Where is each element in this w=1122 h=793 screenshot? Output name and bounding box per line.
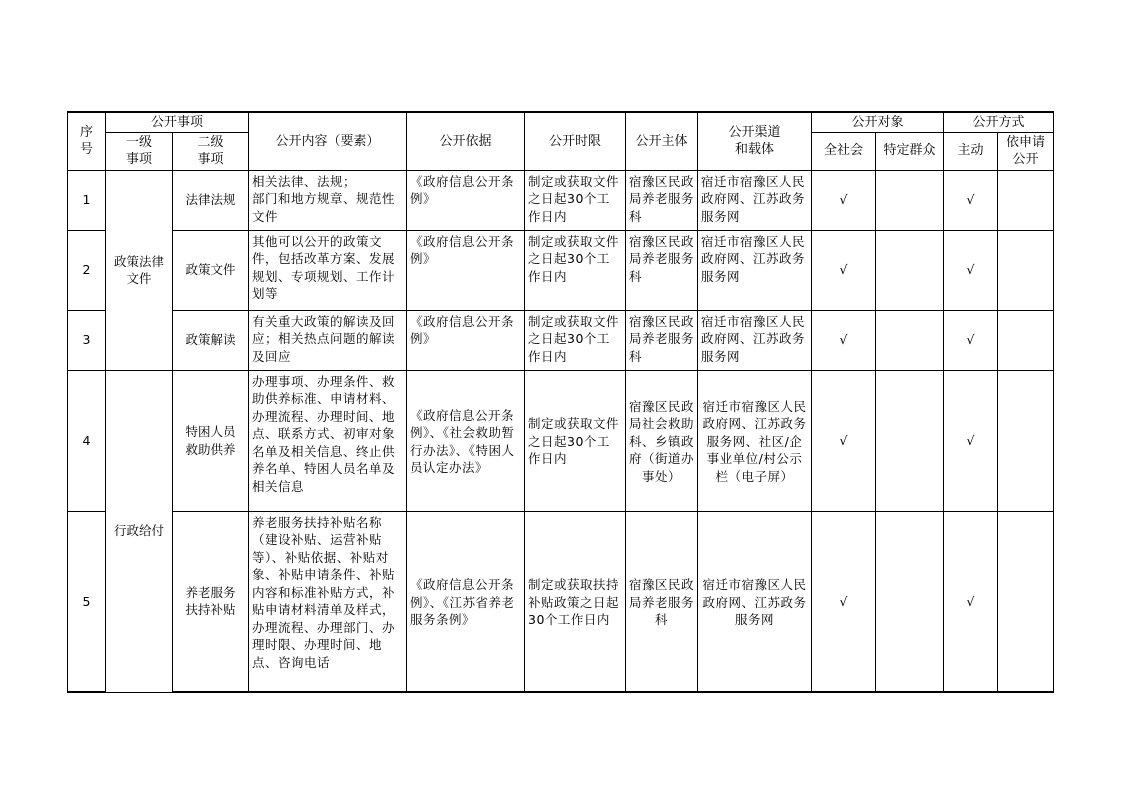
header-level2: 二级 事项 — [173, 132, 249, 170]
level2-cell: 养老服务 扶持补贴 — [173, 511, 249, 692]
level2-cell: 政策文件 — [173, 230, 249, 310]
basis-cell: 《政府信息公开条例》、《社会救助暂行办法》、《特困人员认定办法》 — [407, 370, 525, 511]
header-basis: 公开依据 — [407, 112, 525, 170]
time-limit-cell: 制定或获取文件之日起30个工作日内 — [525, 230, 626, 310]
channel-cell: 宿迁市宿豫区人民政府网、江苏政务服务网 — [698, 310, 812, 370]
channel-cell: 宿迁市宿豫区人民政府网、江苏政务服务网 — [698, 170, 812, 230]
check-mark: √ — [812, 370, 876, 511]
header-channel: 公开渠道 和载体 — [698, 112, 812, 170]
table-row — [68, 230, 1054, 310]
audience-specific-cell — [876, 310, 944, 370]
check-mark: √ — [944, 230, 998, 310]
level2-cell: 特困人员 救助供养 — [173, 370, 249, 511]
table-row — [68, 511, 1054, 692]
audience-specific-cell — [876, 511, 944, 692]
content-cell: 其他可以公开的政策文件，包括改革方案、发展规划、专项规划、工作计划等 — [249, 230, 407, 310]
check-mark: √ — [812, 511, 876, 692]
subject-cell: 宿豫区民政局养老服务科 — [626, 310, 698, 370]
check-mark: √ — [944, 511, 998, 692]
check-mark: √ — [944, 170, 998, 230]
audience-specific-cell — [876, 370, 944, 511]
channel-cell: 宿迁市宿豫区人民政府网、江苏政务服务网、社区/企事业单位/村公示栏（电子屏） — [698, 370, 812, 511]
method-request-cell — [998, 370, 1054, 511]
header-method-active: 主动 — [944, 132, 998, 170]
header-content: 公开内容（要素） — [249, 112, 407, 170]
basis-cell: 《政府信息公开条例》 — [407, 230, 525, 310]
basis-cell: 《政府信息公开条例》 — [407, 170, 525, 230]
subject-cell: 宿豫区民政局社会救助科、乡镇政府（街道办事处） — [626, 370, 698, 511]
subject-cell: 宿豫区民政局养老服务科 — [626, 170, 698, 230]
level1-cell: 行政给付 — [106, 370, 173, 692]
method-request-cell — [998, 170, 1054, 230]
audience-specific-cell — [876, 170, 944, 230]
content-cell: 相关法律、法规； 部门和地方规章、规范性文件 — [249, 170, 407, 230]
check-mark: √ — [812, 170, 876, 230]
row-number: 1 — [68, 170, 106, 230]
level2-cell: 法律法规 — [173, 170, 249, 230]
check-mark: √ — [812, 310, 876, 370]
subject-cell: 宿豫区民政局养老服务科 — [626, 230, 698, 310]
row-number: 4 — [68, 370, 106, 511]
header-matter: 公开事项 — [106, 112, 249, 132]
content-cell: 办理事项、办理条件、救助供养标准、申请材料、办理流程、办理时间、地点、联系方式、初审对象名单及相关信息、终止供养名单、特困人员名单及相关信息 — [249, 370, 407, 511]
method-request-cell — [998, 511, 1054, 692]
table-row — [68, 170, 1054, 230]
header-subject: 公开主体 — [626, 112, 698, 170]
row-number: 3 — [68, 310, 106, 370]
basis-cell: 《政府信息公开条例》、《江苏省养老服务条例》 — [407, 511, 525, 692]
content-cell: 有关重大政策的解读及回应；相关热点问题的解读及回应 — [249, 310, 407, 370]
audience-specific-cell — [876, 230, 944, 310]
header-audience-specific: 特定群众 — [876, 132, 944, 170]
method-request-cell — [998, 310, 1054, 370]
header-level1: 一级 事项 — [106, 132, 173, 170]
time-limit-cell: 制定或获取扶持补贴政策之日起30个工作日内 — [525, 511, 626, 692]
disclosure-table — [67, 111, 1054, 693]
header-seq: 序 号 — [68, 112, 106, 170]
subject-cell: 宿豫区民政局养老服务科 — [626, 511, 698, 692]
header-row-1 — [68, 112, 1054, 132]
table-row — [68, 310, 1054, 370]
header-audience: 公开对象 — [812, 112, 944, 132]
level2-cell: 政策解读 — [173, 310, 249, 370]
level1-cell: 政策法律 文件 — [106, 170, 173, 370]
channel-cell: 宿迁市宿豫区人民政府网、江苏政务服务网 — [698, 511, 812, 692]
check-mark: √ — [944, 370, 998, 511]
check-mark: √ — [812, 230, 876, 310]
time-limit-cell: 制定或获取文件之日起30个工作日内 — [525, 370, 626, 511]
content-cell: 养老服务扶持补贴名称（建设补贴、运营补贴等）、补贴依据、补贴对象、补贴申请条件、补贴内容和标准补贴方式，补贴申请材料清单及样式，办理流程、办理部门、办理时限、办理时间、地点、咨询电话 — [249, 511, 407, 692]
basis-cell: 《政府信息公开条例》 — [407, 310, 525, 370]
check-mark: √ — [944, 310, 998, 370]
time-limit-cell: 制定或获取文件之日起30个工作日内 — [525, 310, 626, 370]
time-limit-cell: 制定或获取文件之日起30个工作日内 — [525, 170, 626, 230]
channel-cell: 宿迁市宿豫区人民政府网、江苏政务服务网 — [698, 230, 812, 310]
header-audience-all: 全社会 — [812, 132, 876, 170]
header-method-request: 依申请 公开 — [998, 132, 1054, 170]
row-number: 2 — [68, 230, 106, 310]
table-row — [68, 370, 1054, 511]
header-time-limit: 公开时限 — [525, 112, 626, 170]
row-number: 5 — [68, 511, 106, 692]
method-request-cell — [998, 230, 1054, 310]
header-method: 公开方式 — [944, 112, 1054, 132]
